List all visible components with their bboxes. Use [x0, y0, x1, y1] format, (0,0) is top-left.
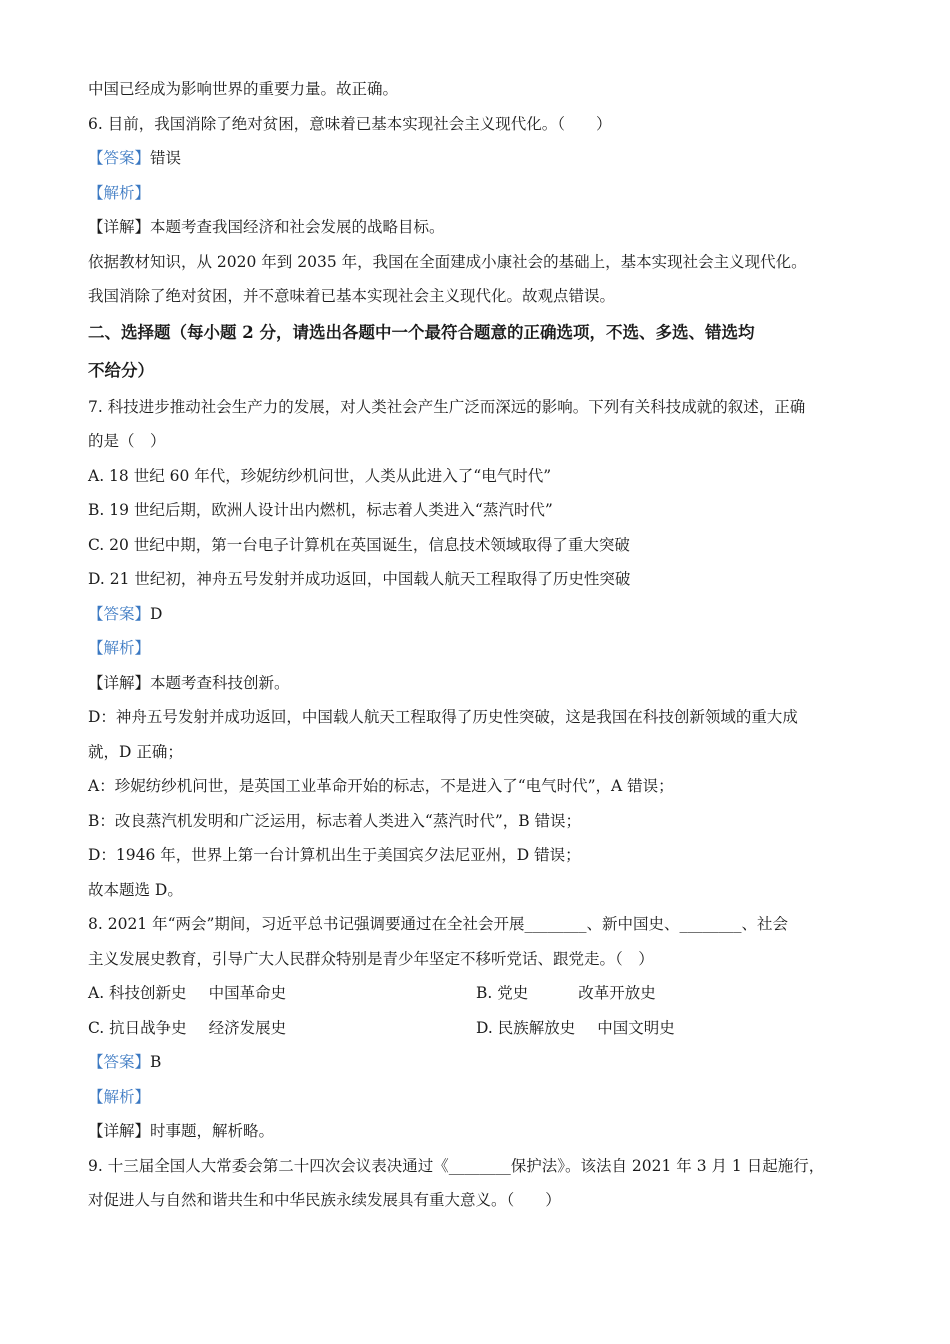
option-c-part2: 经济发展史: [208, 1018, 287, 1037]
analysis-tag: 【解析】: [88, 1087, 151, 1106]
option-b-part1: B. 党史: [476, 984, 529, 1002]
option-a-part1: A. 科技创新史: [88, 984, 187, 1002]
option-c: [88, 1011, 476, 1046]
q7-detail: [88, 666, 868, 701]
detail-text: 本题考查我国经济和社会发展的战略目标。: [150, 218, 445, 236]
question-7-cont: 的是（ ）: [88, 432, 166, 450]
option-d-part1: D. 民族解放史: [476, 1018, 576, 1037]
q7-answer: [88, 597, 868, 632]
option-row: [88, 1011, 868, 1046]
answer-value: B: [150, 1053, 162, 1071]
answer-value: D: [150, 604, 163, 623]
option-d: [476, 1011, 864, 1046]
section-heading: 二、选择题（每小题 2 分，请选出各题中一个最符合题意的正确选项，不选、多选、错选均: [88, 322, 755, 342]
text-line: D：神舟五号发射并成功返回，中国载人航天工程取得了历史性突破，这是我国在科技创新领域的重大成: [88, 708, 798, 726]
document-page: [88, 72, 868, 1218]
detail-text: 本题考查科技创新。: [150, 673, 290, 692]
detail-tag: 【详解】: [88, 218, 151, 236]
text-line: 就，D 正确；: [88, 742, 183, 761]
option-b: [476, 976, 864, 1011]
q6-detail: [88, 210, 868, 245]
text-line: 故本题选 D。: [88, 880, 183, 899]
answer-value: 错误: [150, 149, 182, 167]
question-9: 9. 十三届全国人大常委会第二十四次会议表决通过《________保护法》。该法自 2021 年 3 月 1 日起施行，: [88, 1156, 825, 1175]
option-b-part2: 改革开放史: [578, 984, 656, 1002]
option-d: D. 21 世纪初，神舟五号发射并成功返回，中国载人航天工程取得了历史性突破: [88, 570, 631, 588]
question-9-cont: 对促进人与自然和谐共生和中华民族永续发展具有重大意义。（ ）: [88, 1191, 561, 1209]
answer-tag: 【答案】: [88, 604, 151, 623]
option-c: C. 20 世纪中期，第一台电子计算机在英国诞生，信息技术领域取得了重大突破: [88, 535, 630, 554]
text-line: 依据教材知识，从 2020 年到 2035 年，我国在全面建成小康社会的基础上，基本实现社会主义现代化。: [88, 252, 807, 271]
detail-text: 时事题，解析略。: [150, 1122, 275, 1140]
option-a: A. 18 世纪 60 年代，珍妮纺纱机问世，人类从此进入了“电气时代”: [88, 466, 552, 485]
answer-tag: 【答案】: [88, 149, 151, 167]
detail-tag: 【详解】: [88, 1122, 151, 1140]
question-8: 8. 2021 年“两会”期间，习近平总书记强调要通过在全社会开展________、新中国史、________、社会: [88, 915, 788, 933]
text-line: B：改良蒸汽机发明和广泛运用，标志着人类进入“蒸汽时代”，B 错误；: [88, 811, 582, 830]
option-b: B. 19 世纪后期，欧洲人设计出内燃机，标志着人类进入“蒸汽时代”: [88, 501, 553, 519]
text-line: 我国消除了绝对贫困，并不意味着已基本实现社会主义现代化。故观点错误。: [88, 287, 616, 305]
option-c-part1: C. 抗日战争史: [88, 1018, 187, 1037]
analysis-tag: 【解析】: [88, 639, 151, 657]
question-7: 7. 科技进步推动社会生产力的发展，对人类社会产生广泛而深远的影响。下列有关科技成就的叙述，正确: [88, 397, 806, 416]
option-a-part2: 中国革命史: [208, 984, 287, 1002]
option-a: [88, 976, 476, 1011]
q8-answer: [88, 1045, 868, 1080]
option-d-part2: 中国文明史: [597, 1018, 675, 1037]
question-6: 6. 目前，我国消除了绝对贫困，意味着已基本实现社会主义现代化。（ ）: [88, 114, 612, 133]
detail-tag: 【详解】: [88, 673, 151, 692]
option-row: [88, 976, 868, 1011]
analysis-tag: 【解析】: [88, 183, 151, 202]
text-line: 中国已经成为影响世界的重要力量。故正确。: [88, 80, 399, 98]
section-heading-cont: 不给分）: [88, 360, 154, 380]
question-8-cont: 主义发展史教育，引导广大人民群众特别是青少年坚定不移听党话、跟党走。（ ）: [88, 949, 654, 968]
text-line: A：珍妮纺纱机问世，是英国工业革命开始的标志，不是进入了“电气时代”，A 错误；: [88, 777, 674, 795]
answer-tag: 【答案】: [88, 1053, 151, 1071]
q6-answer: [88, 141, 868, 176]
text-line: D：1946 年，世界上第一台计算机出生于美国宾夕法尼亚州，D 错误；: [88, 846, 581, 864]
q8-detail: [88, 1114, 868, 1149]
